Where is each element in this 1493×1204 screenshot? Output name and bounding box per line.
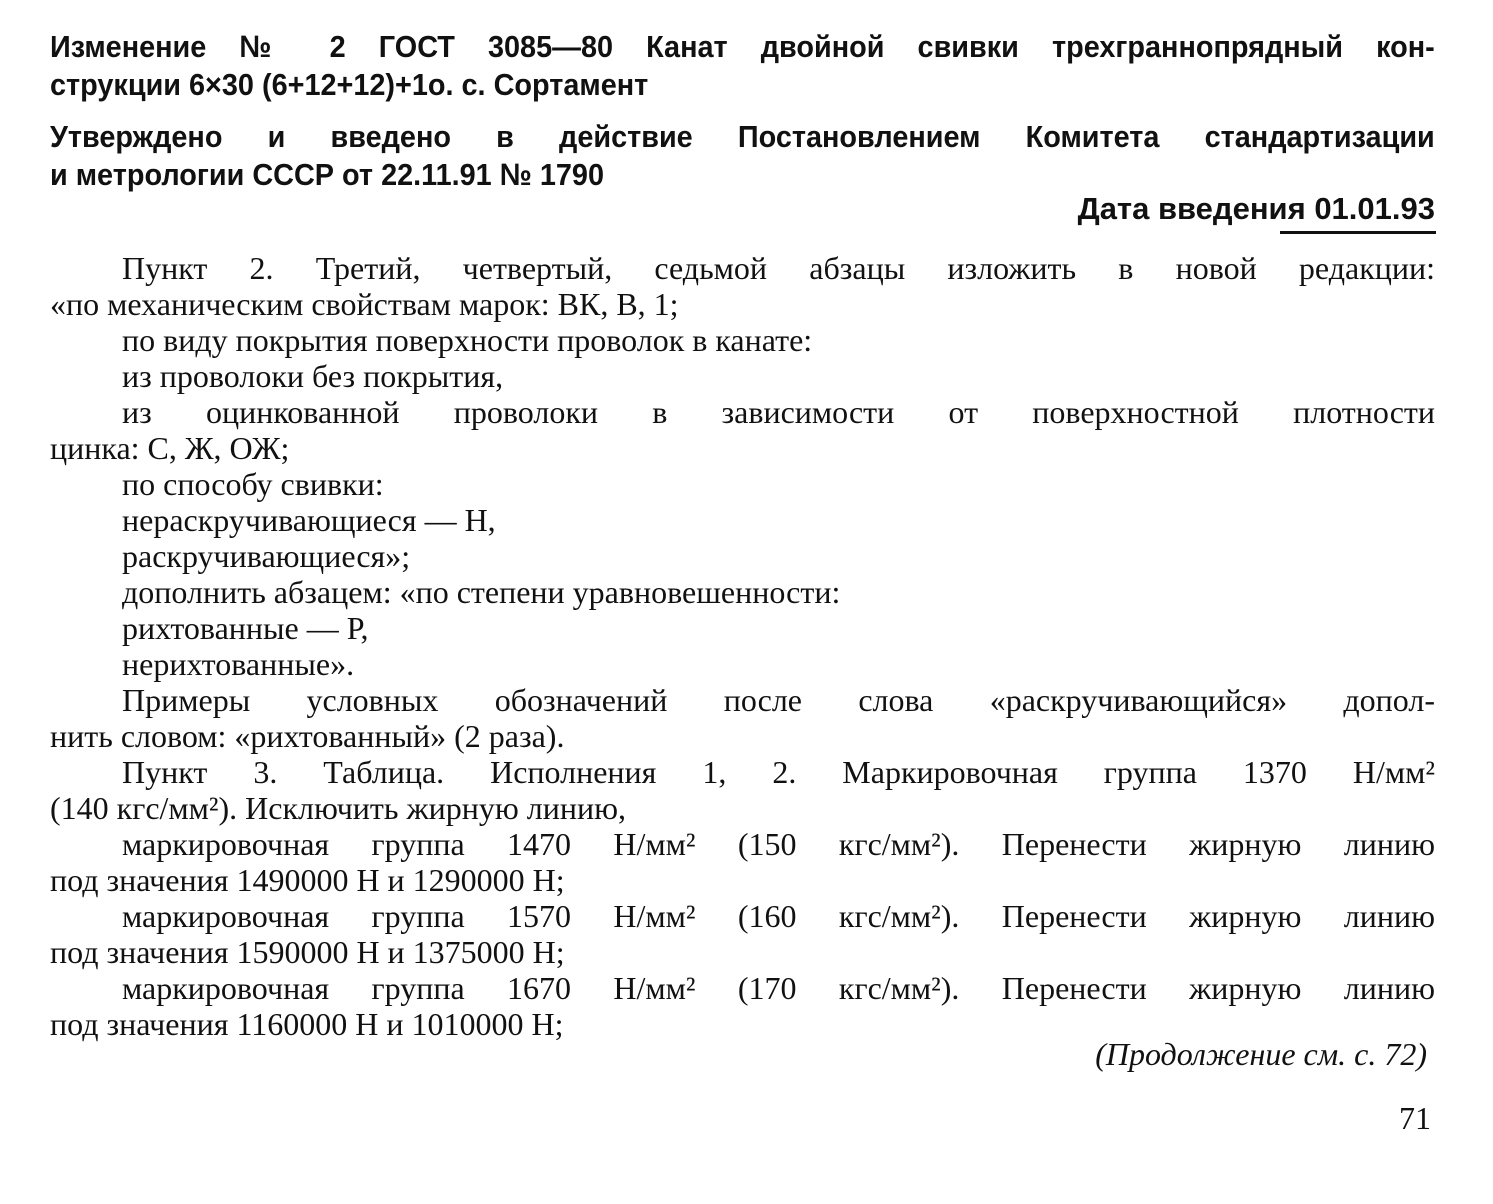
title-line-2: струкции 6×30 (6+12+12)+1о. с. Сортамент — [50, 67, 649, 102]
body-line: раскручивающиеся»; — [122, 538, 411, 574]
body-line: из оцинкованной проволоки в зависимости от поверхностной плотности — [122, 394, 1435, 430]
body-line: дополнить абзацем: «по степени уравновешенности: — [122, 574, 841, 610]
body-line: под значения 1490000 Н и 1290000 Н; — [50, 862, 565, 898]
body-line: под значения 1160000 Н и 1010000 Н; — [50, 1006, 564, 1042]
effective-date-underline — [1280, 231, 1436, 234]
approval-statement — [50, 118, 1435, 194]
body-line: Пункт 3. Таблица. Исполнения 1, 2. Маркировочная группа 1370 Н/мм² — [122, 754, 1435, 790]
approval-line-2: и метрологии СССР от 22.11.91 № 1790 — [50, 157, 605, 192]
body-line: Пункт 2. Третий, четвертый, седьмой абзацы изложить в новой редакции: — [122, 250, 1435, 286]
page-number: 71 — [1399, 1100, 1431, 1136]
body-line: маркировочная группа 1570 Н/мм² (160 кгс/мм²). Перенести жирную линию — [122, 898, 1435, 934]
body-line: под значения 1590000 Н и 1375000 Н; — [50, 934, 565, 970]
effective-date: Дата введения 01.01.93 — [1077, 191, 1435, 226]
body-line: маркировочная группа 1470 Н/мм² (150 кгс/мм²). Перенести жирную линию — [122, 826, 1435, 862]
body-line: «по механическим свойствам марок: ВК, В, 1; — [50, 286, 679, 322]
body-line: Примеры условных обозначений после слова «раскручивающийся» допол- — [122, 682, 1435, 718]
body-line: цинка: С, Ж, ОЖ; — [50, 430, 290, 466]
body-line: нить словом: «рихтованный» (2 раза). — [50, 718, 565, 754]
body-line: из проволоки без покрытия, — [122, 358, 504, 394]
amendment-title — [50, 28, 1435, 104]
approval-line-1: Утверждено и введено в действие Постановлением Комитета стандартизации — [50, 119, 1435, 154]
body-line: по способу свивки: — [122, 466, 384, 502]
body-line: маркировочная группа 1670 Н/мм² (170 кгс/мм²). Перенести жирную линию — [122, 970, 1435, 1006]
body-line: рихтованные — Р, — [122, 610, 369, 646]
body-line: по виду покрытия поверхности проволок в канате: — [122, 322, 813, 358]
body-line: (140 кгс/мм²). Исключить жирную линию, — [50, 790, 626, 826]
body-line: нерихтованные». — [122, 646, 355, 682]
title-line-1: Изменение № 2 ГОСТ 3085—80 Канат двойной свивки трехграннопрядный кон- — [50, 29, 1435, 64]
body-line: нераскручивающиеся — Н, — [122, 502, 496, 538]
continuation-note: (Продолжение см. с. 72) — [1095, 1036, 1427, 1072]
